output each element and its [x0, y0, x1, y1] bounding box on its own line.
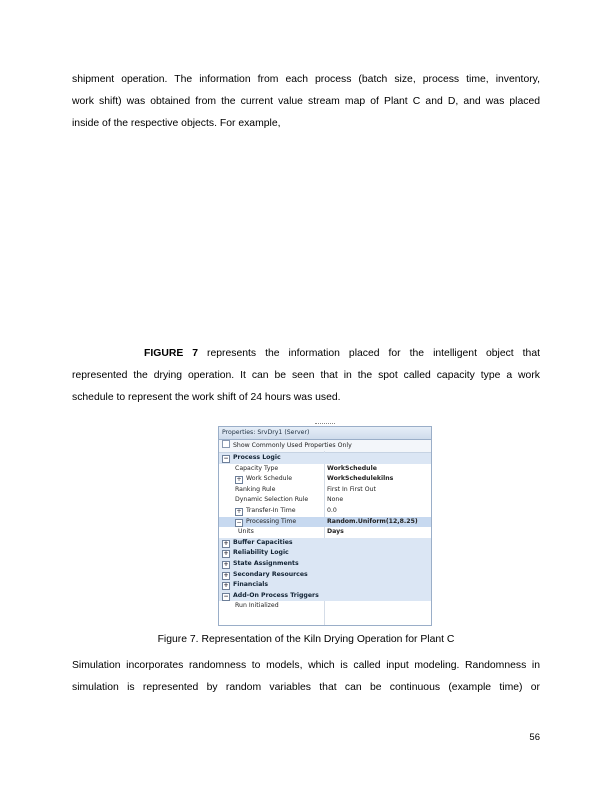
collapse-icon[interactable]: −	[223, 592, 229, 600]
expand-icon[interactable]: +	[223, 560, 229, 568]
property-label: Secondary Resources	[233, 570, 308, 578]
property-value[interactable]: WorkSchedule	[327, 464, 377, 472]
property-label: Dynamic Selection Rule	[235, 496, 309, 504]
property-label: Add-On Process Triggers	[233, 591, 319, 599]
property-label: Financials	[233, 581, 269, 589]
text-line: represented the drying operation. It can be seen that in the spot called capacity type a work	[72, 370, 540, 381]
property-row[interactable]	[219, 474, 431, 485]
show-common-label: Show Commonly Used Properties Only	[233, 442, 352, 449]
property-label: Process Logic	[233, 454, 281, 461]
property-category[interactable]	[219, 591, 431, 602]
property-value[interactable]: None	[327, 496, 344, 504]
checkbox-icon[interactable]	[222, 440, 230, 448]
property-label: Run Initialized	[235, 602, 279, 610]
property-label: Reliability Logic	[233, 549, 289, 557]
text-fragment: represents the information placed for the intelligent object that	[198, 348, 540, 359]
text-line: work shift) was obtained from the current value stream map of Plant C and D, and was placed	[72, 96, 540, 107]
paragraph-input-modeling	[72, 655, 540, 699]
property-label: Ranking Rule	[235, 485, 276, 493]
property-row[interactable]	[219, 506, 431, 517]
property-label: Units	[238, 528, 254, 536]
property-category[interactable]	[219, 538, 431, 549]
text-line: simulation is represented by random variables that can be continuous (example time) or	[72, 682, 540, 693]
paragraph-intro	[72, 69, 540, 135]
page-number: 56	[529, 732, 540, 743]
properties-panel-figure	[218, 426, 432, 626]
expand-icon[interactable]: +	[223, 571, 229, 579]
property-grid	[219, 453, 431, 612]
property-category[interactable]	[219, 580, 431, 591]
expand-icon[interactable]: +	[236, 507, 242, 515]
expand-icon[interactable]: +	[223, 582, 229, 590]
figure-reference-link[interactable]: FIGURE 7	[144, 348, 199, 359]
property-label: Buffer Capacities	[233, 538, 293, 546]
collapse-icon[interactable]: −	[223, 455, 229, 462]
property-category[interactable]	[219, 453, 431, 464]
property-row[interactable]	[219, 517, 431, 528]
expand-icon[interactable]: +	[223, 539, 229, 547]
property-label: Work Schedule	[246, 475, 293, 483]
paragraph-figure-reference	[72, 343, 540, 409]
panel-grip	[315, 423, 335, 427]
property-category[interactable]	[219, 548, 431, 559]
text-line	[72, 343, 540, 365]
property-row[interactable]	[219, 601, 431, 612]
expand-icon[interactable]: +	[236, 476, 242, 484]
property-value[interactable]: Random.Uniform(12,8.25)	[327, 517, 418, 525]
text-line: schedule to represent the work shift of 24 hours was used.	[72, 392, 341, 403]
property-label: State Assignments	[233, 559, 299, 567]
collapse-icon[interactable]: −	[236, 518, 242, 526]
text-line: Simulation incorporates randomness to models, which is called input modeling. Randomness in	[72, 660, 540, 671]
text-line: inside of the respective objects. For example,	[72, 118, 281, 129]
property-label: Processing Time	[246, 517, 297, 525]
panel-title: Properties: SrvDry1 (Server)	[219, 427, 431, 440]
property-value[interactable]: First In First Out	[327, 485, 376, 493]
property-category[interactable]	[219, 570, 431, 581]
figure-caption: Figure 7. Representation of the Kiln Drying Operation for Plant C	[157, 634, 455, 645]
property-label: Capacity Type	[235, 464, 279, 472]
property-category[interactable]	[219, 559, 431, 570]
property-value[interactable]: 0.0	[327, 506, 337, 514]
property-value[interactable]: Days	[327, 528, 344, 536]
property-row[interactable]	[219, 495, 431, 506]
text-line: shipment operation. The information from each process (batch size, process time, inventory,	[72, 74, 540, 85]
property-row[interactable]	[219, 464, 431, 475]
property-value[interactable]: WorkSchedulekilns	[327, 475, 394, 483]
show-common-toggle[interactable]	[219, 440, 431, 453]
property-row[interactable]	[219, 485, 431, 496]
property-row[interactable]	[219, 527, 431, 538]
property-label: Transfer-In Time	[246, 506, 296, 514]
expand-icon[interactable]: +	[223, 550, 229, 558]
